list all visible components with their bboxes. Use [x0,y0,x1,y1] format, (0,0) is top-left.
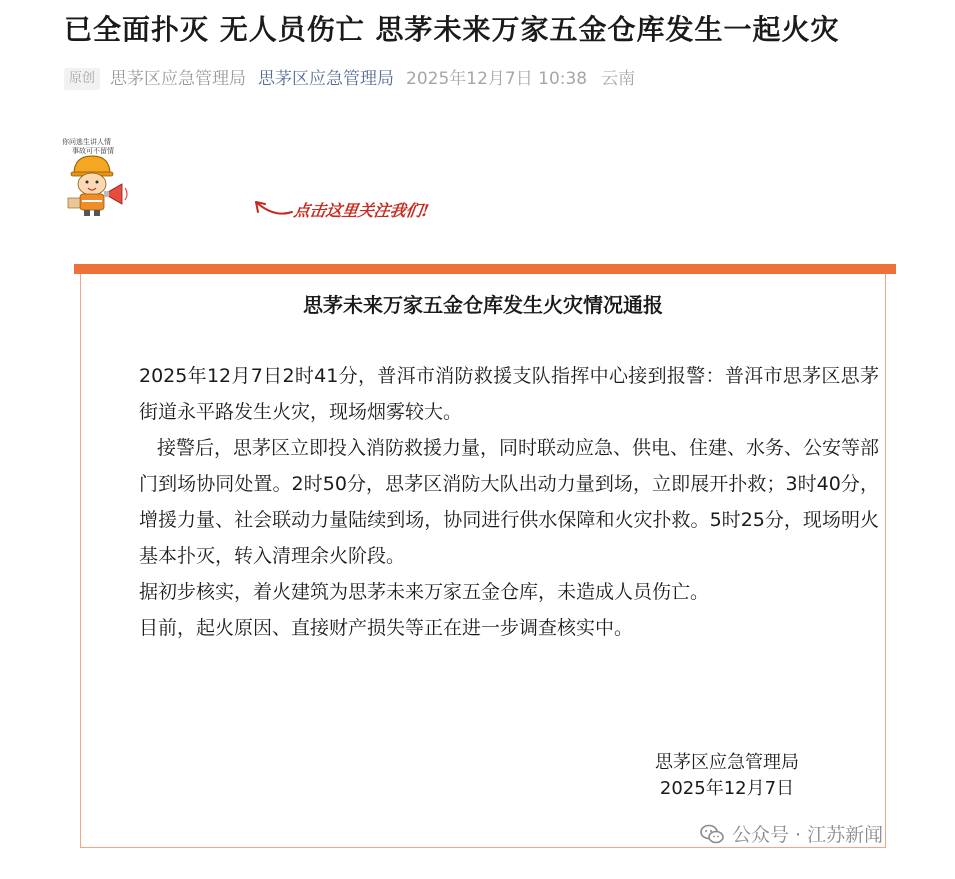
follow-us-text: 点击这里关注我们! [292,201,431,220]
author-name: 思茅区应急管理局 [110,69,247,89]
publish-region: 云南 [601,69,636,89]
account-link[interactable]: 思茅区应急管理局 [258,69,395,89]
signature-date: 2025年12月7日 [659,778,795,799]
mascot-caption-line2: 事故可不留情 [72,147,114,155]
notice-paragraph: 接警后，思茅区立即投入消防救援力量，同时联动应急、供电、住建、水务、公安等部门到场协同处置。2时50分，思茅区消防大队出动力量到场，立即展开扑救；3时40分，增援力量、社会联动力量陆续到场，协同进行供水保障和火灾扑救。5时25分，现场明火基本扑灭，转入清理余火阶段。 [139,437,880,567]
notice-paragraph: 目前，起火原因、直接财产损失等正在进一步调查核实中。 [139,617,634,639]
notice-top-bar [74,264,896,274]
notice-title: 思茅未来万家五金仓库发生火灾情况通报 [303,293,663,317]
notice-paragraph: 据初步核实，着火建筑为思茅未来万家五金仓库，未造成人员伤亡。 [139,581,710,603]
article-title: 已全面扑灭 无人员伤亡 思茅未来万家五金仓库发生一起火灾 [64,13,840,46]
original-badge: 原创 [64,68,100,90]
notice-paragraph: 2025年12月7日2时41分，普洱市消防救援支队指挥中心接到报警：普洱市思茅区思茅街道永平路发生火灾，现场烟雾较大。 [139,365,879,423]
article-meta [64,66,635,92]
wechat-icon [700,824,724,844]
follow-us-prompt[interactable] [246,190,466,226]
safety-mascot-image [62,134,142,218]
notice-signature [655,750,799,802]
source-watermark [700,820,883,847]
notice-box [80,274,886,848]
publish-datetime: 2025年12月7日 10:38 [406,69,588,89]
curved-arrow-icon [246,190,296,220]
watermark-text: 公众号 · 江苏新闻 [732,824,884,846]
notice-body [139,358,879,646]
mascot-caption-line1: 你问逃生讲人情 [62,138,111,146]
signature-org: 思茅区应急管理局 [655,752,799,773]
